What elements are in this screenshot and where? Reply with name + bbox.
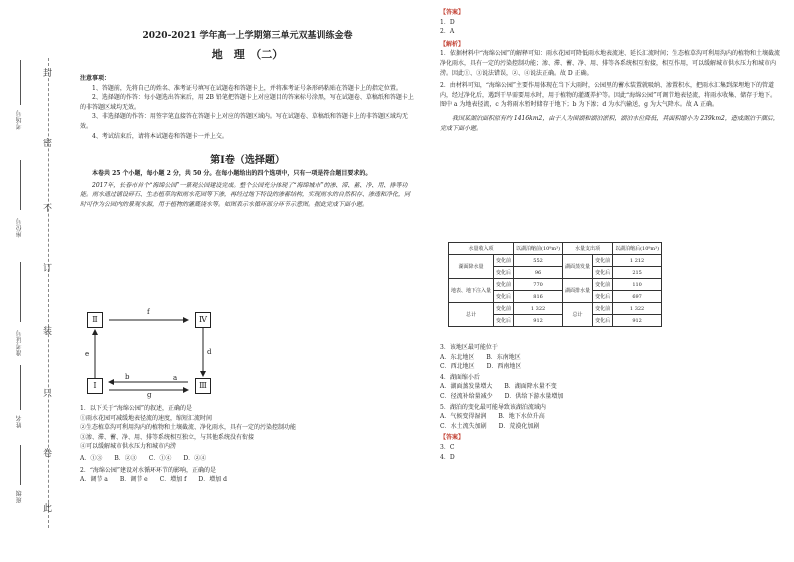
notice-block xyxy=(80,74,415,141)
q4-stem: 4．湖面缩小后 xyxy=(440,373,480,381)
table-cell: 96 xyxy=(514,267,563,279)
table-cell: 816 xyxy=(514,291,563,303)
field-label-class: 班级 xyxy=(16,490,23,503)
exam-title: 2020-2021 学年高一上学期第三单元双基训练金卷 xyxy=(142,31,353,41)
q3-stem: 3．该地区最可能位于 xyxy=(440,344,498,351)
table-cell: 变化前 xyxy=(494,255,514,267)
table-row xyxy=(449,303,662,315)
analysis-paragraph: 2．由材料可知，“海绵公园”主要作用体现在当下大雨时，公园里的蓄水装置就吸纳、渗置积水，把雨水汇集到深埋地下的管道内，经过净化后，遇到干旱需要用水时，用于植物的灌溉养护等。因此“海绵公园”可调节地表径流，将雨水收集、储存于地下。图中 a 为地表径流，c 为将雨水暂时储存于地下；b 为下渗；d 为水汽输送，g 为大气降水。故 A 正确。 xyxy=(440,82,777,109)
answer-tag: 【答案】 xyxy=(440,9,465,16)
binding-char: 订 xyxy=(43,264,53,274)
q1-option: ①雨水花园可减缓地表径流的速度，缩短汇流时间 xyxy=(80,414,213,422)
lake-water-table xyxy=(448,242,662,327)
table-cell: 912 xyxy=(613,315,662,327)
table-header-cell: 水量收入项 xyxy=(449,243,514,255)
binding-char: 装 xyxy=(43,327,53,337)
table-cell: 552 xyxy=(514,255,563,267)
diagram-box-3: Ⅲ xyxy=(195,378,211,394)
questions-3-5 xyxy=(440,343,780,462)
binding-char: 卷 xyxy=(43,449,53,459)
table-row xyxy=(449,279,662,291)
arrow-label-b: b xyxy=(125,373,130,381)
right-column xyxy=(440,8,780,133)
field-label-seat: 座位号 xyxy=(16,218,23,238)
arrow-label-d: d xyxy=(207,348,212,356)
q1-option: ③渗、滞、蓄、净、用、排等系统相互独立，与其他系统没有衔接 xyxy=(80,433,255,441)
section-title: 第Ⅰ卷（选择题） xyxy=(210,155,285,167)
q3-option: A．东北地区 B．东南地区 xyxy=(440,353,521,361)
notice-item: 4、考试结束后，请将本试题卷和答题卡一并上交。 xyxy=(92,132,228,140)
answer-line: 3．C xyxy=(440,443,455,451)
q4-option: A．湖面蒸发量增大 B．湖面降水量不变 xyxy=(440,383,557,391)
q3-option: C．西北地区 D．西南地区 xyxy=(440,363,522,371)
table-cell: 变化前 xyxy=(593,303,613,315)
field-label-room: 考场号 xyxy=(16,110,23,130)
arrow-label-g: g xyxy=(147,391,152,399)
analysis-paragraph: 1．依据材料中“海绵公园”的解释可知：雨水花园可降低雨水地表流速、延长汇流时间；生态植草沟可利用沟内的植物和土壤截流净化雨水，具有一定的污染控制功能；渗、滞、蓄、净、用、排等各系统相互衔接，相互作用，可以缓解城市供水压力和城市内涝。因此①、③说法错误，②、④说法正确。故 D 正确。 xyxy=(440,50,780,77)
table-header-cell: 以湖泊缩后(10⁸m³) xyxy=(613,243,662,255)
passage-text: 2017年，长春市首个“海绵公园”一景观公园建设完成。整个公园充分体现了“海绵城市”的渗、滞、蓄、净、用、排等功能。雨水通过铺设碎石、生态植草沟和雨水花园等下渗，再经过地下特设的渗蓄结构，实现雨水的自然积存、渗透和净化，同时可作为公园内的景观水源，用于植物的灌溉浇水等。如图表示水循环部分环节示意图。据此完成下面小题。 xyxy=(80,181,411,208)
answer-line: 1．D xyxy=(440,18,455,26)
table-cell: 变化后 xyxy=(494,315,514,327)
table-cell: 912 xyxy=(514,315,563,327)
table-header-cell: 水量支出项 xyxy=(563,243,613,255)
diagram-box-1: Ⅰ xyxy=(87,378,103,394)
binding-char: 密 xyxy=(43,139,53,149)
binding-char: 封 xyxy=(43,69,53,79)
analysis-tag: 【解析】 xyxy=(440,40,465,48)
table-header-row xyxy=(449,243,662,255)
q1-choices: A．①③ B．②③ C．①④ D．②④ xyxy=(80,454,207,462)
table-cell: 110 xyxy=(613,279,662,291)
table-cell: 湖面降水量 xyxy=(449,255,494,279)
table-cell: 变化后 xyxy=(593,315,613,327)
table-cell: 1 322 xyxy=(514,303,563,315)
arrow-label-f: f xyxy=(147,308,150,316)
q2-stem: 2．“海绵公园”建设对水循环环节的影响，正确的是 xyxy=(80,466,216,474)
diagram-box-4: Ⅳ xyxy=(195,312,211,328)
table-cell: 变化后 xyxy=(494,291,514,303)
binding-margin xyxy=(0,0,70,562)
table-cell: 770 xyxy=(514,279,563,291)
arrow-label-a: a xyxy=(173,374,178,382)
table-cell: 湖面排水量 xyxy=(563,279,593,303)
notice-heading: 注意事项： xyxy=(80,75,111,82)
notice-item: 2、选择题的作答：每小题选出答案后，用 2B 铅笔把答题卡上对应题目的答案标号涂黑，写在试题卷、草稿纸和答题卡上的非答题区域均无效。 xyxy=(80,94,414,111)
table-cell: 总计 xyxy=(449,303,494,327)
water-balance-table xyxy=(448,242,662,327)
table-cell: 变化前 xyxy=(494,279,514,291)
q1-stem: 1．以下关于“海绵公园”的叙述，正确的是 xyxy=(80,405,192,412)
field-label-name: 姓名 xyxy=(16,415,23,428)
table-cell: 215 xyxy=(613,267,662,279)
q4-option: C．径流补给量减少 D．供给下游水量增加 xyxy=(440,392,564,400)
q1-option: ②生态植草沟可利用沟内的植物和土壤截流、净化雨水，具有一定的污染控制功能 xyxy=(80,424,297,432)
table-cell: 变化前 xyxy=(494,303,514,315)
table-cell: 变化后 xyxy=(494,267,514,279)
table-header-cell: 以湖泊缩前(10⁸m³) xyxy=(514,243,563,255)
table-cell: 总计 xyxy=(563,303,593,327)
field-underline xyxy=(20,160,21,210)
diagram-box-2: Ⅱ xyxy=(87,312,103,328)
table-cell: 变化后 xyxy=(593,291,613,303)
answer-line: 2．A xyxy=(440,28,455,36)
field-underline xyxy=(20,365,21,410)
binding-char: 只 xyxy=(43,389,53,399)
field-underline xyxy=(20,445,21,485)
notice-item: 3、非选择题的作答：用签字笔直接答在答题卡上对应的答题区域内。写在试题卷、草稿纸和答题卡上的非答题区域均无效。 xyxy=(80,113,408,130)
notice-item: 1、答题前，先将自己的姓名、准考证号填写在试题卷和答题卡上，并将准考证号条形码粘贴在答题卡上的指定位置。 xyxy=(92,84,402,92)
section-instruction: 本卷共 25 个小题，每小题 2 分，共 50 分。在每小题给出的四个选项中，只有一项是符合题目要求的。 xyxy=(92,170,372,178)
table-row xyxy=(449,255,662,267)
table-cell: 湖面蒸发量 xyxy=(563,255,593,279)
binding-char: 不 xyxy=(43,204,53,214)
lake-passage: 我国某湖泊面积原有约 1416km2，由于人为围湖和湖泊淤积，湖泊水位降低，其面积缩小为 239km2，造成湖泊干涸后，完成下面小题。 xyxy=(440,114,779,132)
answer-line: 4．D xyxy=(440,453,455,461)
binding-char: 此 xyxy=(43,504,53,514)
table-cell: 697 xyxy=(613,291,662,303)
questions-1-2 xyxy=(80,404,415,485)
field-label-exam-id: 准考证号 xyxy=(16,330,23,356)
table-cell: 变化前 xyxy=(593,255,613,267)
left-column xyxy=(80,28,415,210)
table-cell: 变化前 xyxy=(593,279,613,291)
q5-option: C．水土流失加剧 D．荒漠化加剧 xyxy=(440,422,540,430)
q1-option: ④可以缓解城市供水压力和城市内涝 xyxy=(80,443,177,451)
table-cell: 1 322 xyxy=(613,303,662,315)
answer-tag: 【答案】 xyxy=(440,434,465,442)
table-cell: 变化后 xyxy=(593,267,613,279)
q5-option: A．气候变得湿润 B．地下水位升高 xyxy=(440,413,545,421)
arrow-label-e: e xyxy=(85,350,90,358)
water-cycle-diagram xyxy=(85,308,220,400)
table-cell: 1 212 xyxy=(613,255,662,267)
q2-choices: A．调节 a B．调节 e C．增加 f D．增加 d xyxy=(80,476,227,484)
field-underline xyxy=(20,60,21,105)
q5-stem: 5．湖泊的变化最可能导致该湖泊流域内 xyxy=(440,403,546,411)
table-cell: 地表、地下注入量 xyxy=(449,279,494,303)
exam-subject: 地 理 （二） xyxy=(211,48,284,61)
field-underline xyxy=(20,262,21,322)
